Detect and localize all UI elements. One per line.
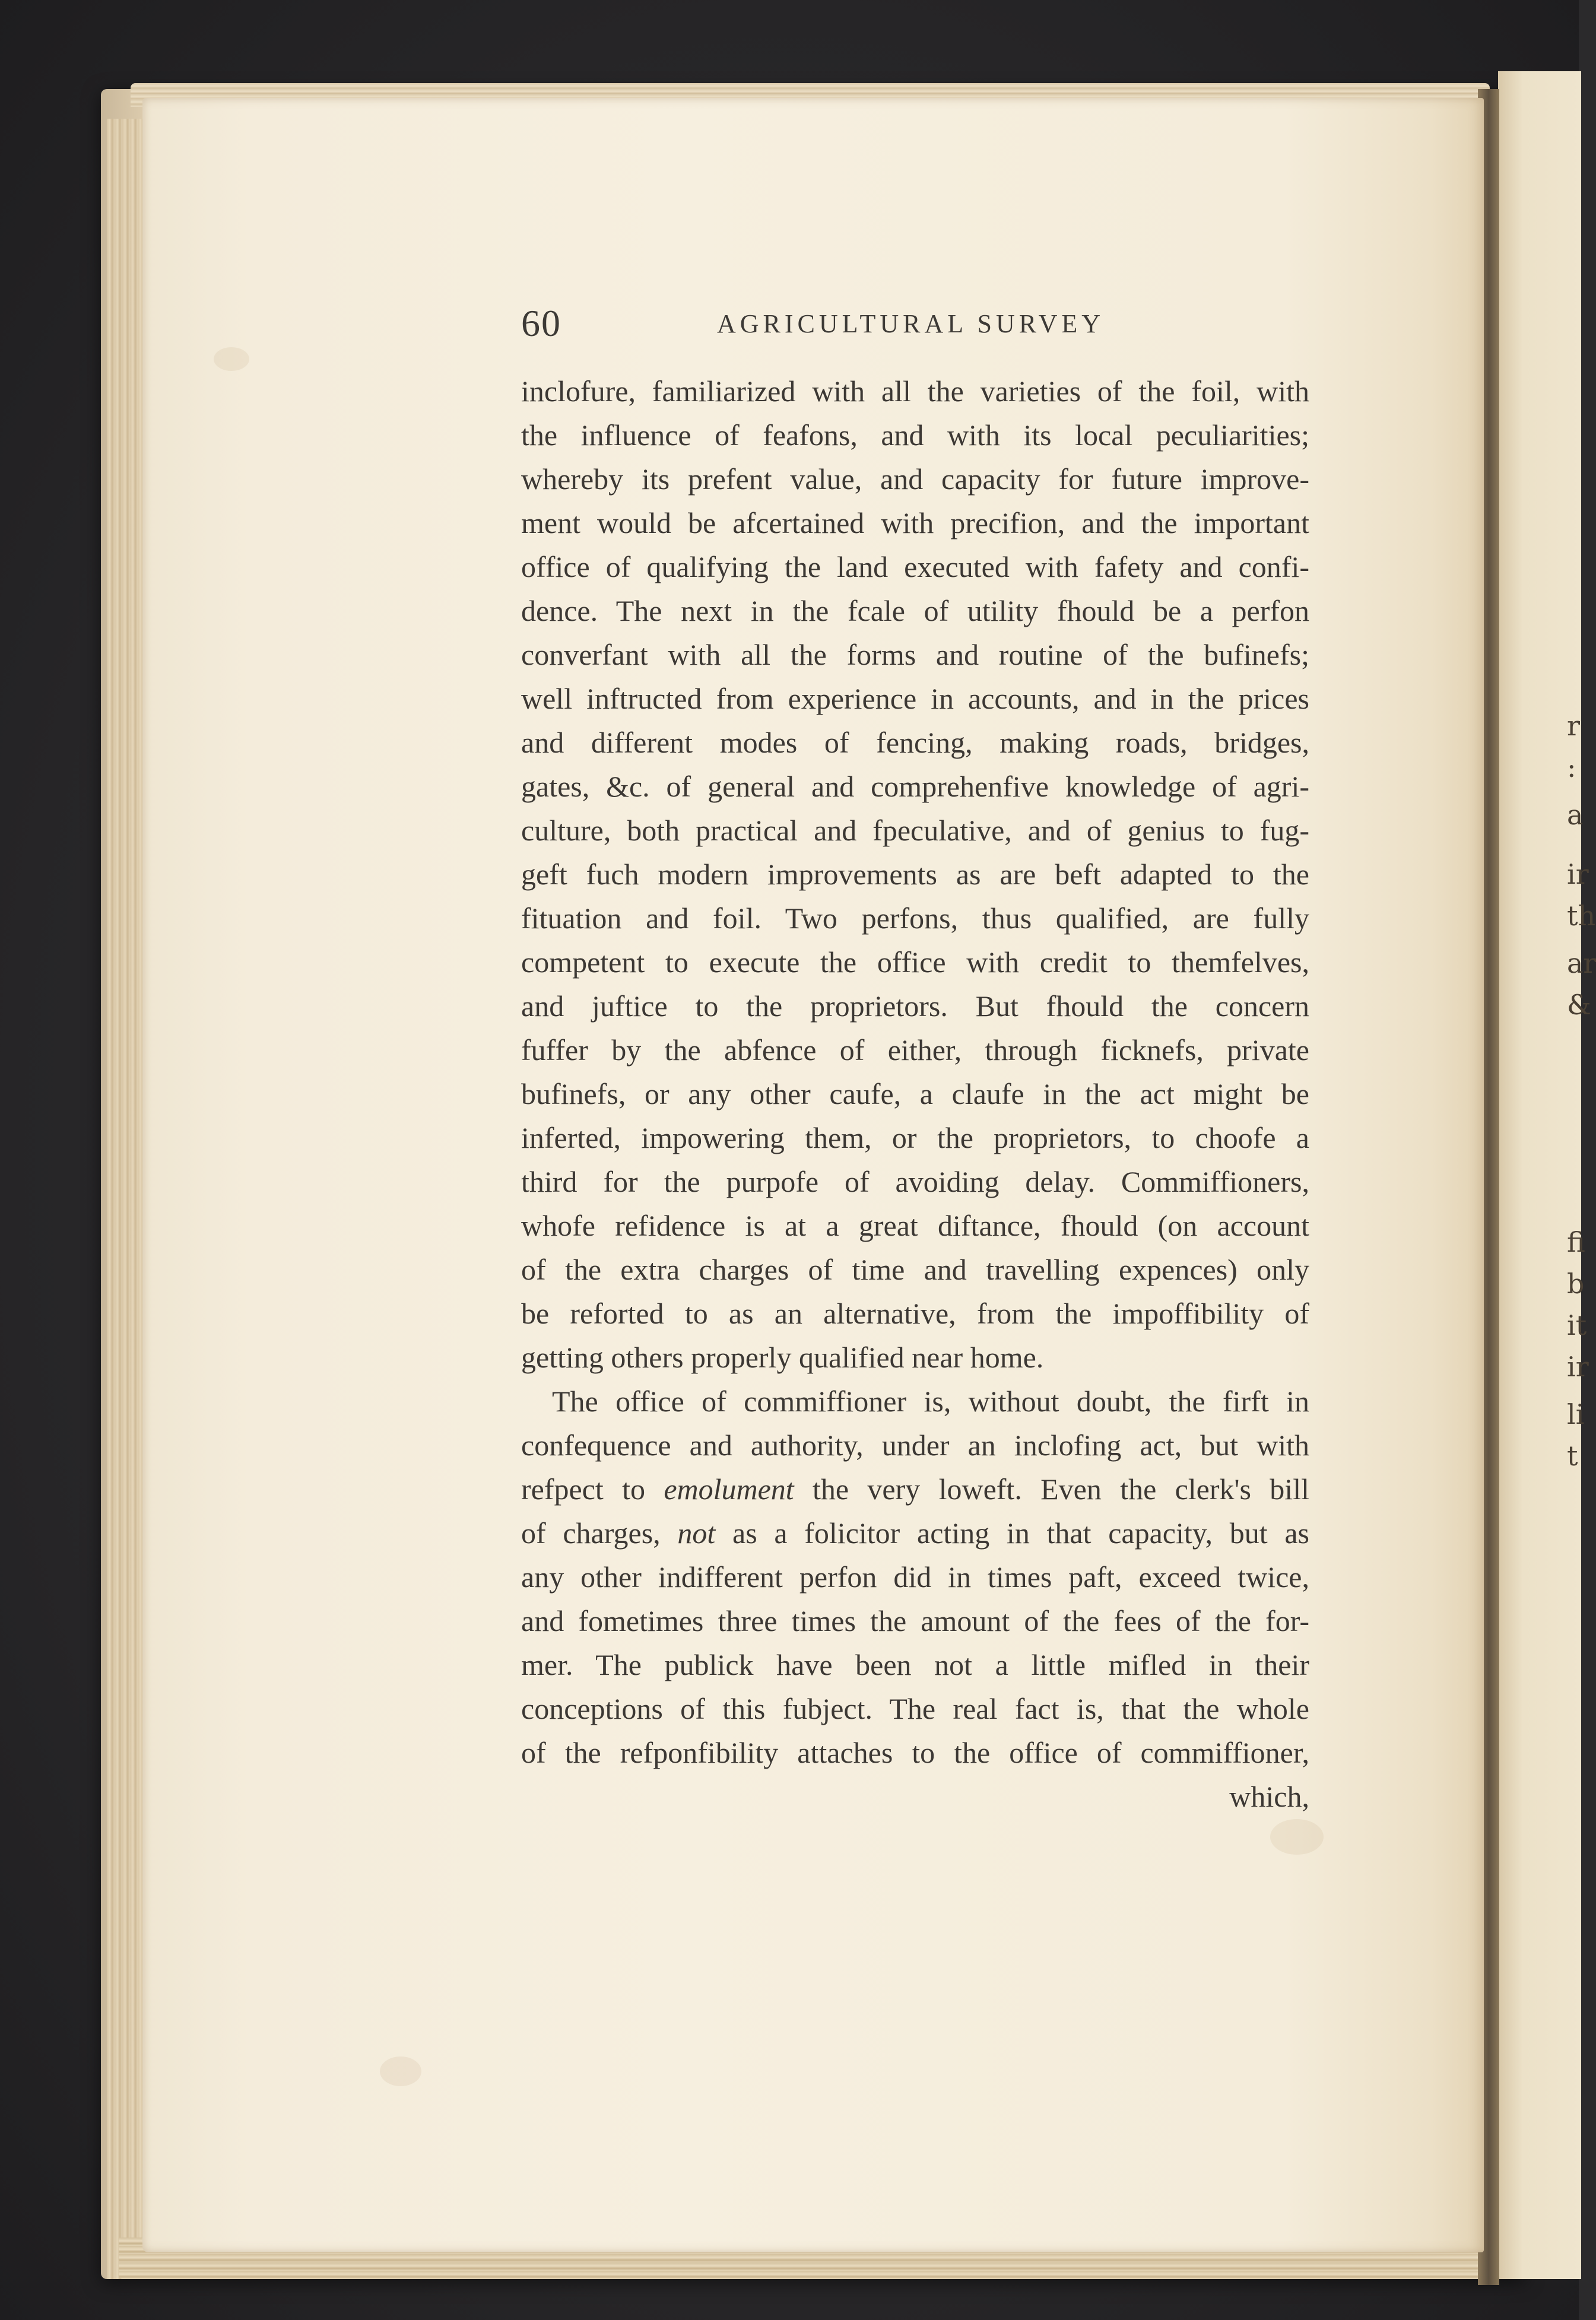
text-line — [521, 940, 1309, 984]
text-line — [521, 1555, 1309, 1599]
facing-page-fragment: & — [1567, 989, 1591, 1021]
text-segment: fuffer by the abfence of either, through ficknefs, private — [521, 1033, 1309, 1067]
text-line — [521, 1731, 1309, 1775]
running-head-title: AGRICULTURAL SURVEY — [717, 309, 1105, 338]
text-line — [521, 545, 1309, 589]
text-line — [521, 677, 1309, 721]
text-line — [521, 1204, 1309, 1248]
text-segment: bufinefs, or any other caufe, a claufe in the act might be — [521, 1077, 1309, 1110]
text-segment: of the extra charges of time and travelling expences) only — [521, 1253, 1309, 1286]
text-line — [521, 1511, 1309, 1555]
text-line — [521, 852, 1309, 896]
text-line — [521, 896, 1309, 940]
text-segment: fituation and foil. Two perfons, thus qualified, are fully — [521, 902, 1309, 935]
text-line — [521, 1599, 1309, 1643]
text-segment: whofe refidence is at a great diftance, fhould (on account — [521, 1209, 1309, 1242]
text-segment: getting others properly qualified near home. — [521, 1341, 1044, 1374]
text-segment: mer. The publick have been not a little mifled in their — [521, 1648, 1309, 1681]
foxing-spot — [1270, 1819, 1324, 1855]
text-segment: geft fuch modern improvements as are beft adapted to the — [521, 858, 1309, 891]
facing-page-fragment: : — [1567, 751, 1576, 783]
text-line — [521, 369, 1309, 413]
text-segment: converfant with all the forms and routine of the bufinefs; — [521, 638, 1309, 671]
facing-page-fragment: ir — [1567, 858, 1589, 890]
text-line — [521, 1643, 1309, 1687]
text-segment: inferted, impowering them, or the proprietors, to choofe a — [521, 1121, 1309, 1154]
text-line — [521, 984, 1309, 1028]
text-line — [521, 501, 1309, 545]
text-segment: conceptions of this fubject. The real fact is, that the whole — [521, 1692, 1309, 1725]
text-line — [521, 1467, 1309, 1511]
foxing-spot — [380, 2056, 421, 2086]
text-segment: third for the purpofe of avoiding delay. Commiffioners, — [521, 1165, 1309, 1198]
text-segment: The office of commiffioner is, without doubt, the firft in — [552, 1385, 1309, 1418]
text-segment: as a folicitor acting in that capacity, but as — [715, 1516, 1309, 1550]
text-segment: confequence and authority, under an inclofing act, but with — [521, 1429, 1309, 1462]
text-line — [521, 1423, 1309, 1467]
text-line — [521, 1072, 1309, 1116]
text-line — [521, 1116, 1309, 1160]
facing-page-fragment: it — [1567, 1309, 1587, 1341]
text-line — [521, 589, 1309, 633]
text-line — [521, 1335, 1309, 1379]
text-segment: and fometimes three times the amount of the fees of the for- — [521, 1604, 1309, 1637]
text-segment: and juftice to the proprietors. But fhould the concern — [521, 989, 1309, 1023]
text-line — [521, 721, 1309, 764]
text-line — [521, 764, 1309, 808]
text-segment: competent to execute the office with credit to themfelves, — [521, 945, 1309, 979]
text-segment: ment would be afcertained with precifion, and the important — [521, 506, 1309, 539]
text-segment: any other indifferent perfon did in times paft, exceed twice, — [521, 1560, 1309, 1594]
text-segment: of the refponfibility attaches to the office of commiffioner, — [521, 1736, 1309, 1769]
text-segment: be reforted to as an alternative, from the impoffibility of — [521, 1297, 1309, 1330]
text-segment: the very loweft. Even the clerk's bill — [794, 1472, 1309, 1506]
text-line — [521, 1379, 1309, 1423]
text-line — [521, 1291, 1309, 1335]
italic-text: not — [677, 1516, 716, 1550]
text-line — [521, 413, 1309, 457]
body-text — [521, 369, 1309, 1818]
facing-page-fragment: ir — [1567, 1351, 1589, 1383]
text-segment: well inftructed from experience in accounts, and in the prices — [521, 682, 1309, 715]
text-line — [521, 457, 1309, 501]
facing-page-fragment: li — [1567, 1398, 1585, 1430]
facing-page-fragment: t — [1567, 1440, 1578, 1472]
facing-page-fragment: ar — [1567, 947, 1596, 979]
text-segment: of charges, — [521, 1516, 678, 1550]
text-segment: office of qualifying the land executed with fafety and confi- — [521, 550, 1309, 583]
text-line — [521, 1028, 1309, 1072]
catchword: which, — [1229, 1780, 1309, 1813]
text-line — [521, 1160, 1309, 1204]
facing-page-fragment: fi — [1567, 1226, 1585, 1258]
text-segment: refpect to — [521, 1472, 664, 1506]
text-segment: inclofure, familiarized with all the varieties of the foil, with — [521, 374, 1309, 408]
text-segment: dence. The next in the fcale of utility fhould be a perfon — [521, 594, 1309, 627]
facing-page-fragment: a — [1567, 799, 1584, 831]
page-number: 60 — [521, 302, 561, 344]
running-head — [521, 301, 1121, 349]
text-segment: and different modes of fencing, making roads, bridges, — [521, 726, 1309, 759]
facing-page-fragment: r — [1567, 710, 1580, 742]
text-line — [521, 633, 1309, 677]
text-line — [521, 808, 1309, 852]
text-segment: the influence of feafons, and with its local peculiarities; — [521, 418, 1309, 452]
text-line — [521, 1248, 1309, 1291]
italic-text: emolument — [664, 1472, 794, 1506]
text-segment: gates, &c. of general and comprehenfive knowledge of agri- — [521, 770, 1309, 803]
text-line — [521, 1687, 1309, 1731]
facing-page-fragment: b — [1567, 1268, 1585, 1300]
text-segment: whereby its prefent value, and capacity for future improve- — [521, 462, 1309, 496]
foxing-spot — [214, 347, 249, 371]
text-segment: culture, both practical and fpeculative, and of genius to fug- — [521, 814, 1309, 847]
facing-page-fragment: th — [1567, 900, 1596, 932]
